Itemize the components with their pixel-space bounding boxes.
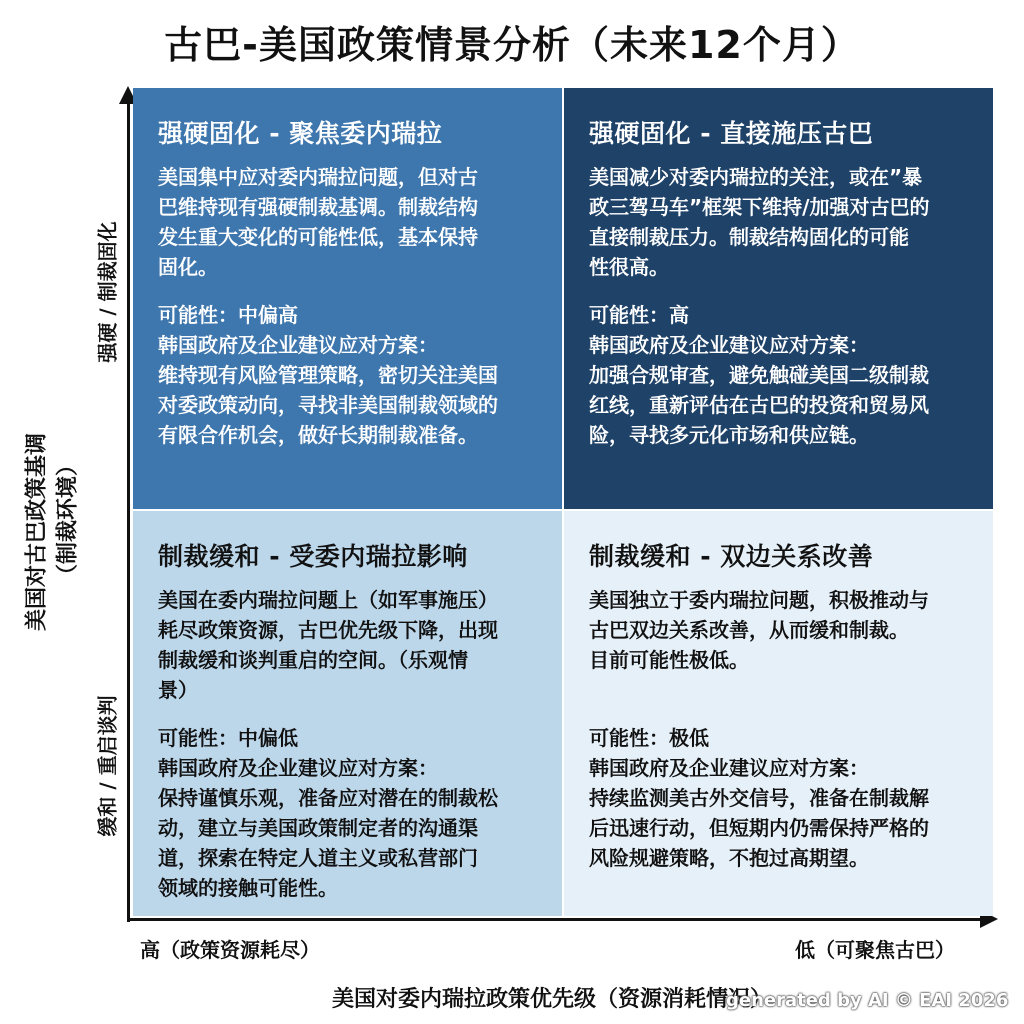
quadrant-heading: 强硬固化 - 直接施压古巴: [589, 119, 874, 148]
y-axis-subtitle: （制裁环境）: [55, 453, 81, 587]
text-line: 性很高。: [589, 255, 669, 279]
quadrant-recommendation: [158, 360, 538, 450]
text-line: 加强合规审查，避免触碰美国二级制裁: [589, 363, 929, 387]
text-line: 耗尽政策资源，古巴优先级下降，出现: [158, 618, 498, 642]
text-line: 领域的接触可能性。: [158, 876, 338, 900]
quadrant-recommendation-label: 韩国政府及企业建议应对方案：: [158, 756, 438, 780]
quadrant-probability: 可能性：中偏高: [158, 303, 298, 327]
quadrant-recommendation: [158, 783, 538, 903]
text-line: 维持现有风险管理策略，密切关注美国: [158, 363, 498, 387]
text-line: 美国集中应对委内瑞拉问题，但对古: [158, 165, 478, 189]
quadrant-top-left: [133, 88, 562, 509]
quadrant-heading: 强硬固化 - 聚焦委内瑞拉: [158, 119, 443, 148]
text-line: 道，探索在特定人道主义或私营部门: [158, 846, 478, 870]
x-axis-high-label: 高（政策资源耗尽）: [140, 938, 320, 962]
quadrant-heading: 制裁缓和 - 双边关系改善: [589, 542, 874, 571]
text-line: 制裁缓和谈判重启的空间。（乐观情: [158, 648, 468, 672]
quadrant-top-right: [564, 88, 993, 509]
text-line: 巴维持现有强硬制裁基调。制裁结构: [158, 195, 478, 219]
text-line: 美国独立于委内瑞拉问题，积极推动与: [589, 588, 929, 612]
quadrant-description: [589, 162, 969, 282]
x-axis-line: [127, 918, 983, 921]
text-line: 险，寻找多元化市场和供应链。: [589, 423, 869, 447]
y-axis-title: 美国对古巴政策基调: [24, 432, 50, 632]
quadrant-description: [158, 162, 538, 282]
text-line: 后迅速行动，但短期内仍需保持严格的: [589, 816, 929, 840]
y-axis-line: [127, 100, 130, 922]
scenario-matrix: [133, 88, 993, 916]
text-line: 美国减少对委内瑞拉的关注，或在”暴: [589, 165, 923, 189]
y-axis-high-label: 强硬 / 制裁固化: [95, 221, 120, 363]
text-line: 持续监测美古外交信号，准备在制裁解: [589, 786, 929, 810]
text-line: 发生重大变化的可能性低，基本保持: [158, 225, 478, 249]
quadrant-recommendation-label: 韩国政府及企业建议应对方案：: [589, 756, 869, 780]
quadrant-recommendation: [589, 360, 969, 450]
quadrant-recommendation: [589, 783, 969, 873]
text-line: 景）: [158, 678, 198, 702]
quadrant-heading: 制裁缓和 - 受委内瑞拉影响: [158, 542, 468, 571]
x-axis-low-label: 低（可聚焦古巴）: [795, 938, 955, 962]
text-line: 古巴双边关系改善，从而缓和制裁。: [589, 618, 909, 642]
text-line: 风险规避策略，不抱过高期望。: [589, 846, 869, 870]
text-line: 美国在委内瑞拉问题上（如军事施压）: [158, 588, 498, 612]
quadrant-description: [158, 585, 538, 705]
text-line: 有限合作机会，做好长期制裁准备。: [158, 423, 478, 447]
text-line: 政三驾马车”框架下维持/加强对古巴的: [589, 195, 930, 219]
watermark: generated by AI © EAI 2026: [726, 990, 1009, 1011]
text-line: 保持谨慎乐观，准备应对潜在的制裁松: [158, 786, 498, 810]
quadrant-recommendation-label: 韩国政府及企业建议应对方案：: [158, 333, 438, 357]
x-axis-title: 美国对委内瑞拉政策优先级（资源消耗情况）: [331, 987, 772, 1012]
text-line: 目前可能性极低。: [589, 648, 749, 672]
text-line: 直接制裁压力。制裁结构固化的可能: [589, 225, 909, 249]
page-title: 古巴-美国政策情景分析（未来12个月）: [164, 23, 860, 67]
quadrant-description: [589, 585, 969, 705]
quadrant-probability: 可能性：极低: [589, 726, 709, 750]
text-line: 固化。: [158, 255, 218, 279]
text-line: 动，建立与美国政策制定者的沟通渠: [158, 816, 478, 840]
text-line: 红线，重新评估在古巴的投资和贸易风: [589, 393, 929, 417]
quadrant-recommendation-label: 韩国政府及企业建议应对方案：: [589, 333, 869, 357]
y-axis-low-label: 缓和 / 重启谈判: [95, 695, 120, 837]
text-line: 对委政策动向，寻找非美国制裁领域的: [158, 393, 498, 417]
quadrant-probability: 可能性：中偏低: [158, 726, 298, 750]
quadrant-bottom-right: [564, 511, 993, 916]
quadrant-probability: 可能性：高: [589, 303, 689, 327]
quadrant-bottom-left: [133, 511, 562, 916]
